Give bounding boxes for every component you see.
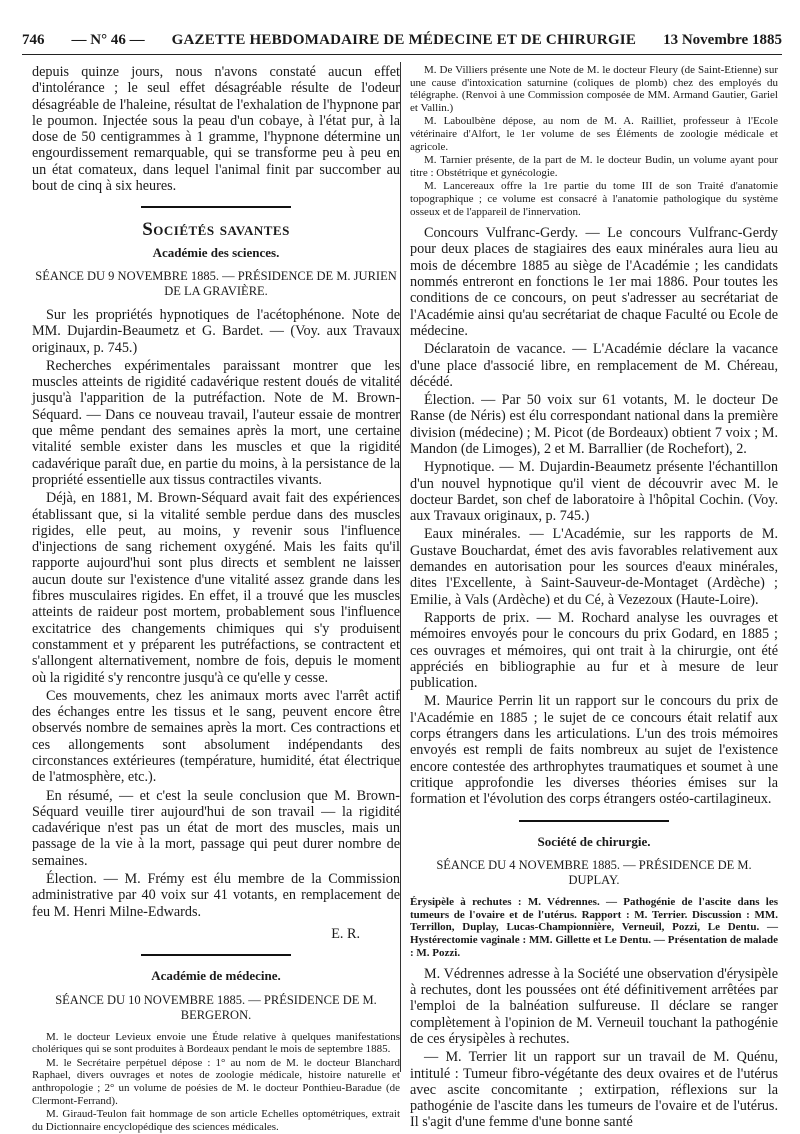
paragraph: — M. Terrier lit un rapport sur un travail de M. Quénu, intitulé : Tumeur fibro-végétante des deux ovaires et de l'utérus avec ascite concomitante ; extirpation, réflexions sur la pathogénie de l'ascite dans les tumeurs de l'ovaire et de l'utérus. Il s'agit d'une femme d'une bonne santé xyxy=(410,1049,778,1131)
section-rule xyxy=(519,820,669,822)
journal-title: GAZETTE HEBDOMADAIRE DE MÉDECINE ET DE CHIRURGIE xyxy=(171,32,637,48)
paragraph: Ces mouvements, chez les animaux morts avec l'arrêt actif des échanges entre les tissus et le sang, peuvent encore être observés nombre de semaines après la mort. Ces contractions et ces allongements sont absolument indépendants des circonstances extérieures (température, humidité, état électrique de l'atmosphère, etc.). xyxy=(32,687,400,786)
paragraph: Eaux minérales. — L'Académie, sur les rapports de M. Gustave Bouchardat, émet des avis favorables relativement aux demandes en autorisation pour les sources d'eaux minérales, dites l'Excellente, à Saint-Sauveur-de-Montaget (Ardèche) ; Emilie, à Vals (Ardèche) et du Cé, à Vezezoux (Haute-Loire). xyxy=(410,526,778,608)
running-header xyxy=(22,32,782,55)
notice-item: M. Lancereaux offre la 1re partie du tome III de son Traité d'anatomie topographique ; ce volume est consacré à l'anatomie pathologique du système osseux et de l'appareil de l'innervation. xyxy=(410,180,778,218)
session-line: SÉANCE DU 4 NOVEMBRE 1885. — PRÉSIDENCE DE M. DUPLAY. xyxy=(436,857,752,887)
paragraph: Sur les propriétés hypnotiques de l'acétophénone. Note de MM. Dujardin-Beaumetz et G. Bardet. — (Voy. aux Travaux originaux, p. 745.) xyxy=(32,306,400,356)
paragraph: Élection. — M. Frémy est élu membre de la Commission administrative par 40 voix sur 41 votants, en remplacement de feu M. Henri Milne-Edwards. xyxy=(32,871,400,920)
notice-item: M. Laboulbène dépose, au nom de M. A. Railliet, professeur à l'Ecole vétérinaire d'Alfort, le 1er volume de ses Éléments de zoologie médicale et agricole. xyxy=(410,115,778,153)
session-line: SÉANCE DU 10 NOVEMBRE 1885. — PRÉSIDENCE DE M. BERGERON. xyxy=(55,992,377,1022)
session-summary: Érysipèle à rechutes : M. Védrennes. — Pathogénie de l'ascite dans les tumeurs de l'ovaire et de l'utérus. Rapport : M. Terrier. Discussion : MM. Terrillon, Duplay, Lucas-Championnière, Verneuil, Pozzi, Le Dentu. — Hystérectomie vaginale : MM. Gillette et Le Dentu. — Présentation de malade : M. Pozzi. xyxy=(410,895,778,959)
notice-list xyxy=(410,64,778,218)
notice-item: M. le Secrétaire perpétuel dépose : 1° au nom de M. le docteur Blanchard Raphael, divers ouvrages et notes de zoologie médicale, histoire naturelle et anthropologie ; 2° un volume de poésies de M. le docteur Ponthieu-Baradue (de Clermont-Ferrand). xyxy=(32,1056,400,1107)
notice-item: M. Tarnier présente, de la part de M. le docteur Budin, un volume ayant pour titre : Obstétrique et gynécologie. xyxy=(410,154,778,179)
section-rule xyxy=(141,954,291,956)
paragraph: depuis quinze jours, nous n'avons constaté aucun effet d'intolérance ; le seul effet désagréable résulte de l'odeur désagréable de l'haleine, résultat de l'exhalation de l'hypnone par le poumon. Injectée sous la peau d'un cobaye, à l'état pur, à la dose de 50 centigrammes à 1 gramme, l'hypnone détermine un engourdissement remarquable, qui se transforme peu à peu en un état comateux, dans lequel l'animal finit par succomber au bout de cinq à six heures. xyxy=(32,64,400,195)
paragraph: Déclaratoin de vacance. — L'Académie déclare la vacance d'une place d'associé libre, en remplacement de M. Chéreau, décédé. xyxy=(410,341,778,390)
notice-item: M. le docteur Levieux envoie une Étude relative à quelques manifestations cholériques qui se sont produites à Bordeaux pendant le mois de septembre 1885. xyxy=(32,1030,400,1056)
session-line: SÉANCE DU 9 NOVEMBRE 1885. — PRÉSIDENCE DE M. JURIEN DE LA GRAVIÈRE. xyxy=(35,268,397,298)
paragraph: Rapports de prix. — M. Rochard analyse les ouvrages et mémoires envoyés pour le concours du prix Godard, en 1885 ; ces ouvrages et mémoires, qui ont trait à la chirurgie, ont été appréciés en bibliographie au fur et à mesure de leur publication. xyxy=(410,609,778,692)
paragraph: Élection. — Par 50 voix sur 61 votants, M. le docteur De Ranse (de Néris) est élu correspondant national dans la première division (médecine) ; M. Picot (de Bordeaux) obtient 7 voix ; M. Mandon (de Limoges), 2 et M. Barrallier (de Rochefort), 2. xyxy=(410,392,778,457)
notice-list xyxy=(32,1031,400,1134)
subsection-title: Société de chirurgie. xyxy=(537,833,651,849)
subsection-title: Académie de médecine. xyxy=(151,968,281,984)
issue-date: 13 Novembre 1885 xyxy=(663,32,782,48)
signature: E. R. xyxy=(331,925,360,942)
issue-number: — N° 46 — xyxy=(71,32,145,48)
paragraph: Recherches expérimentales paraissant montrer que les muscles atteints de rigidité cadavérique restent doués de vitalité jusqu'à l'apparition de la putréfaction. Note de M. Brown-Séquard. — Dans ce nouveau travail, l'auteur essaie de montrer que même pendant des semaines après la mort, une certaine vitalité semble exister dans les muscles et que la rigidité cadavérique paraît due, en partie du moins, à la persistance de la propriété essentielle aux tissus contractiles vivants. xyxy=(32,357,400,488)
column-divider xyxy=(400,62,401,1072)
section-title: Sociétés savantes xyxy=(142,219,290,241)
paragraph: M. Védrennes adresse à la Société une observation d'érysipèle à rechutes, dont les poussées ont été définitivement arrêtées par l'emploi de la balnéation sulfureuse. Il déclare se ranger complètement à l'opinion de M. Verneuil touchant la pathogénie de ces érysipèles à rechutes. xyxy=(410,965,778,1047)
paragraph: Déjà, en 1881, M. Brown-Séquard avait fait des expériences établissant que, si la vitalité semble perdue dans des muscles rigides, elle peut, au moins, y revenir sous l'influence d'injections de sang richement oxygéné. Mais les faits qu'il rapporte aujourd'hui sont plus directs et semblent ne laisser aucun doute sur l'existence d'une vitalité assez grande dans les fibres musculaires rigides. En effet, il a trouvé que les muscles atteints de raideur post mortem, probablement sous l'influence excitatrice des changements chimiques qui s'y produisent constamment et y préparent les putréfactions, se contractent et s'allongent alternativement, nombre de fois, depuis le moment où la rigidité s'y rencontre jusqu'à ce qu'elle y cesse. xyxy=(32,490,400,686)
subsection-title: Académie des sciences. xyxy=(152,244,280,260)
left-column xyxy=(32,64,400,1134)
notice-item: M. Giraud-Teulon fait hommage de son article Echelles optométriques, extrait du Dictionnaire encyclopédique des sciences médicales. xyxy=(32,1108,400,1133)
section-rule xyxy=(141,206,291,208)
page-number: 746 xyxy=(22,32,45,48)
paragraph: En résumé, — et c'est la seule conclusion que M. Brown-Séquard veuille tirer aujourd'hui de son travail — la rigidité cadavérique n'est pas un état de mort des muscles, mais un passage de la vie à la mort, passage qui peut durer nombre de semaines. xyxy=(32,787,400,869)
paragraph: Hypnotique. — M. Dujardin-Beaumetz présente l'échantillon d'un nouvel hypnotique qu'il vient de découvrir avec M. le docteur Bardet, son chef de laboratoire à l'hôpital Cochin. (Voy. aux Travaux originaux, p. 745.) xyxy=(410,459,778,525)
paragraph: M. Maurice Perrin lit un rapport sur le concours du prix de l'Académie en 1885 ; le sujet de ce concours était relatif aux corps étrangers dans les articulations. L'un des trois mémoires envoyés est rempli de faits nombreux au sujet de l'existence encore contestée des arthrophytes traumatiques et soumet à une critique approfondie les diverses théories émises sur la formation et l'évolution des corps étrangers ostéo-cartilagineux. xyxy=(410,693,778,808)
paragraph: Concours Vulfranc-Gerdy. — Le concours Vulfranc-Gerdy pour deux places de stagiaires des eaux minérales aura lieu au mois de décembre 1885 au siège de l'Académie ; les candidats nommés entreront en fonctions le 1er mai 1886. Pour toutes les conditions de ce concours, on peut s'adresser au secrétariat de l'Académie ainsi qu'au secrétariat de chaque Faculté ou Ecole de médecine. xyxy=(410,225,778,339)
right-column xyxy=(410,64,778,1133)
notice-item: M. De Villiers présente une Note de M. le docteur Fleury (de Saint-Etienne) sur une cause d'intoxication saturnine (coliques de plomb) chez des employés du télégraphe. (Renvoi à une Commission composée de MM. Armand Gautier, Gariel et Vallin.) xyxy=(410,64,778,114)
